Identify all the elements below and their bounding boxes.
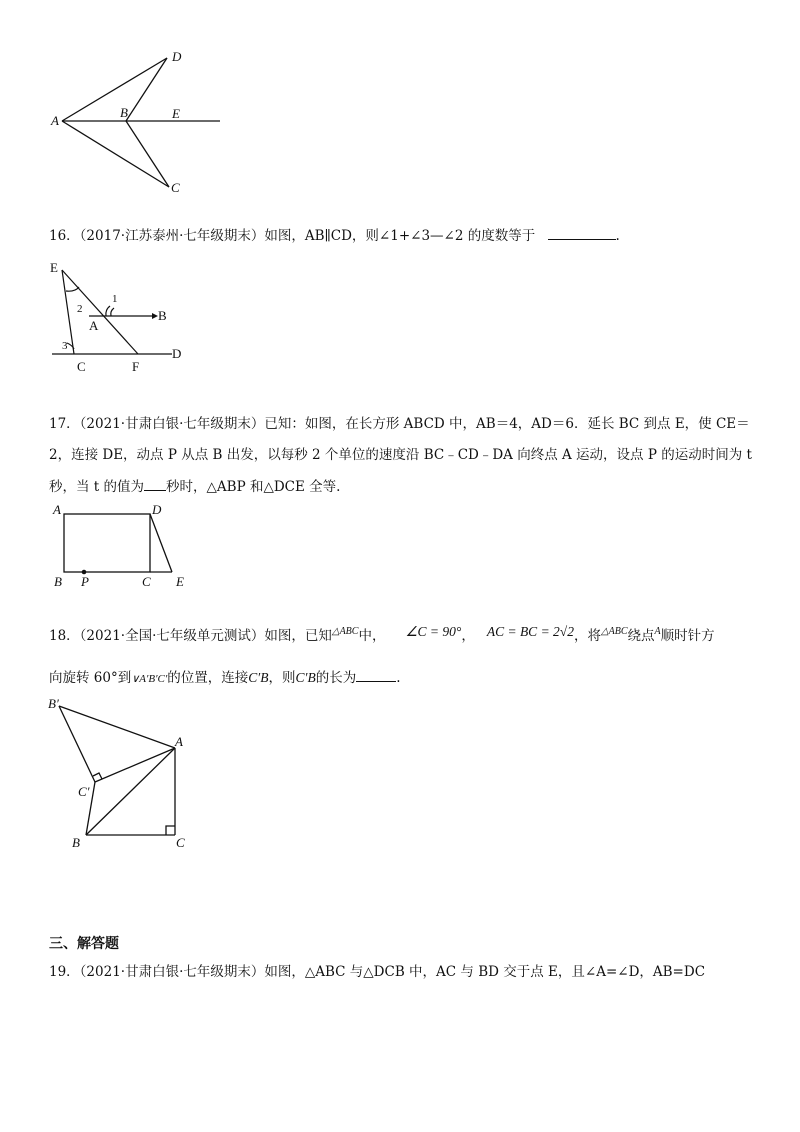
- q18-zhong: 中，: [358, 628, 386, 644]
- figure-q16: [48, 258, 198, 378]
- label-c: C: [77, 359, 86, 374]
- q18-rotate-text: 绕点: [627, 628, 655, 644]
- q17-answer-blank[interactable]: [144, 490, 166, 491]
- label-b-prime: B′: [48, 696, 59, 711]
- label-b: B: [158, 308, 167, 323]
- question-17-line-3: [49, 477, 340, 497]
- label-e: E: [176, 574, 184, 589]
- q18-segment-1: C′B: [248, 670, 269, 685]
- q18-segment-2: C′B: [295, 670, 316, 685]
- figure-q15: [48, 40, 228, 200]
- label-c-prime: C′: [78, 784, 90, 799]
- q16-answer-blank[interactable]: [548, 239, 616, 240]
- q19-text: 19．（2021·甘肃白银·七年级期末）如图，△ABC 与△DCB 中，AC 与 BD 交于点 E，且∠A=∠D，AB=DC: [49, 964, 706, 980]
- q18-prefix: 18．（2021·全国·七年级单元测试）如图，已知: [49, 628, 332, 644]
- label-e: E: [50, 260, 58, 275]
- q18-point-a: A: [654, 626, 661, 637]
- angle-3-label: 3: [62, 340, 68, 352]
- label-b: B: [120, 105, 128, 120]
- angle-1-label: 1: [112, 293, 118, 305]
- q17-text-1: 17．（2021·甘肃白银·七年级期末）已知：如图，在长方形 ABCD 中，AB＝4，AD＝6．延长 BC 到点 E，使 CE＝: [49, 416, 750, 432]
- q18-triangle-abc: △ABC: [331, 626, 359, 637]
- q18-triangle-prime: ∨A′B′C′: [131, 673, 168, 685]
- question-16: [49, 226, 620, 246]
- q18-comma-1: ，: [461, 628, 475, 644]
- q16-end: .: [615, 228, 620, 244]
- label-b: B: [54, 574, 62, 589]
- label-a: A: [89, 318, 99, 333]
- question-18-line-1: [49, 626, 715, 648]
- figure-q18: [44, 692, 204, 857]
- figure-q17: [48, 500, 198, 595]
- q18-text-2c: ，则: [268, 670, 296, 686]
- q18-text-2b: 的位置，连接: [167, 670, 249, 686]
- question-19: [49, 962, 705, 982]
- question-17-line-2: [49, 445, 752, 465]
- q16-text: 16．（2017·江苏泰州·七年级期末）如图，AB∥CD，则∠1+∠3—∠2 的度数等于: [49, 228, 536, 244]
- label-d: D: [172, 346, 182, 361]
- q17-text-2: 2，连接 DE，动点 P 从点 B 出发，以每秒 2 个单位的速度沿 BC﹣CD﹣DA 向终点 A 运动，设点 P 的运动时间为 t: [49, 447, 752, 463]
- label-b: B: [72, 835, 80, 850]
- q18-triangle-abc-2: △ABC: [600, 626, 628, 637]
- q18-angle: ∠C = 90°: [405, 624, 462, 639]
- q17-text-3a: 秒，当 t 的值为: [49, 479, 145, 495]
- label-a: A: [51, 113, 59, 128]
- q18-end: .: [396, 670, 401, 686]
- label-a: A: [53, 502, 61, 517]
- q17-text-3b: 秒时，△ABP 和△DCE 全等.: [166, 479, 341, 495]
- section-heading: 三、解答题: [49, 936, 119, 952]
- q18-text-2d: 的长为: [315, 670, 357, 686]
- question-17-line-1: [49, 414, 750, 434]
- q18-text-2a: 向旋转 60°到: [49, 670, 132, 686]
- label-e: E: [172, 106, 180, 121]
- question-18-line-2: [49, 668, 401, 689]
- q18-tail: 顺时针方: [660, 628, 715, 644]
- q18-comma-2: ，将: [573, 628, 601, 644]
- label-c: C: [176, 835, 185, 850]
- q18-sides: AC = BC = 2√2: [486, 624, 574, 639]
- q18-answer-blank[interactable]: [356, 681, 396, 682]
- label-a: A: [175, 734, 183, 749]
- label-d: D: [172, 49, 182, 64]
- label-d: D: [152, 502, 162, 517]
- label-p: P: [81, 574, 89, 589]
- label-c: C: [142, 574, 151, 589]
- angle-2-label: 2: [77, 303, 83, 315]
- label-f: F: [132, 359, 140, 374]
- label-c: C: [171, 180, 180, 195]
